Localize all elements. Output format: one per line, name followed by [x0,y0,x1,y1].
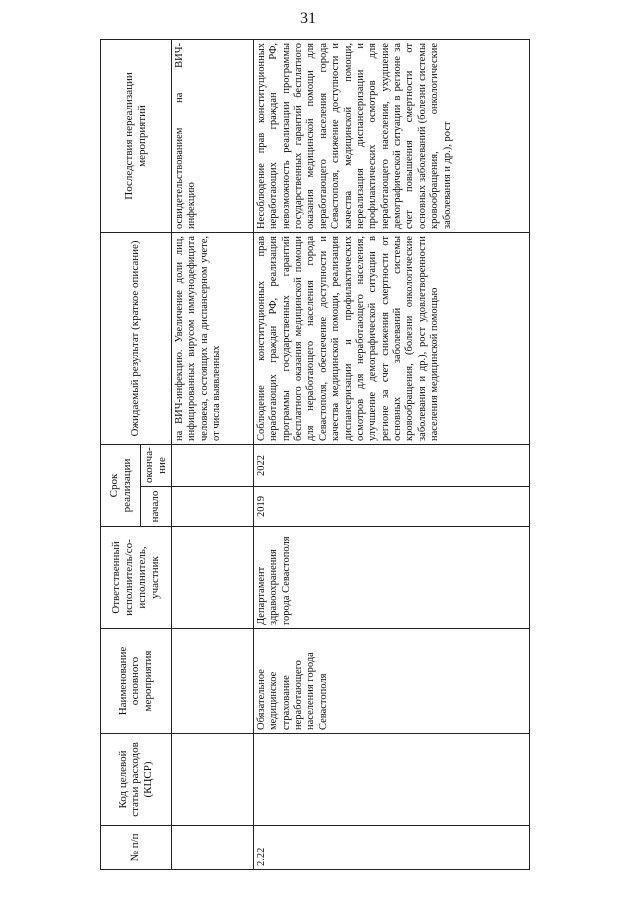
header-consequences: Последствия нереализации мероприятий [101,39,172,232]
header-result: Ожидаемый результат (краткое описание) [101,232,172,444]
cell-name [171,629,253,734]
cell-executor [171,527,253,629]
header-executor: Ответственный исполнитель/со-исполнитель, участник [101,527,172,629]
cell-executor: Департамент здравоохранения города Севастополя [253,527,529,629]
header-kcsr: Код целевой статьи расходов (КЦСР) [101,734,172,826]
cell-result: Соблюдение конституционных прав неработающих граждан РФ, реализация программы государственных гарантий бесплатного оказания медицинской помощи для неработающего населения города Севастополя, обеспечение доступности и качества медицинской помощи, реализация диспансеризации и профилактических осмотров для неработающего населения, улучшение демографической ситуации в регионе за счет снижения смертности от основных заболеваний системы кровообращения, (болезни онкологические заболевания и др.), рост удовлетворенности населения медицинской помощью [253,232,529,444]
header-num: № п/п [101,826,172,870]
rotated-table-container [100,40,530,870]
header-period: Срок реализации [101,444,141,526]
header-start: начало [141,487,172,527]
cell-consequences: Несоблюдение прав конституционных неработающих граждан РФ, невозможность реализации программы государственных гарантий бесплатного оказания медицинской помощи для неработающего населения города Севастополя, снижение доступности и качества медицинской помощи, нереализация диспансеризации и профилактических осмотров для неработающего населения, ухудшение демографической ситуации в регионе за счет повышения смертности от основных заболеваний (болезни системы кровообращения, онкологические заболевания и др.), рост [253,39,529,232]
cell-end: 2022 [253,444,529,486]
cell-num: 2.22 [253,826,529,870]
cell-start [171,487,253,527]
header-end: оконча-ние [141,444,172,486]
cell-name: Обязательное медицинское страхование неработающего населения города Севастополя [253,629,529,734]
table-row [253,39,529,869]
header-name: Наименование основного мероприятия [101,629,172,734]
cell-kcsr [253,734,529,826]
page-number: 31 [300,10,316,27]
cell-num [171,826,253,870]
cell-end [171,444,253,486]
measures-table [100,39,530,870]
cell-consequences: освидетельствованием на ВИЧ-инфекцию [171,39,253,232]
cell-kcsr [171,734,253,826]
table-row [171,39,253,869]
cell-start: 2019 [253,487,529,527]
cell-result: на ВИЧ-инфекцию. Увеличение доли лиц, инфицированных вирусом иммунодефицита человека, состоящих на диспансерном учете, от числа выявленных [171,232,253,444]
